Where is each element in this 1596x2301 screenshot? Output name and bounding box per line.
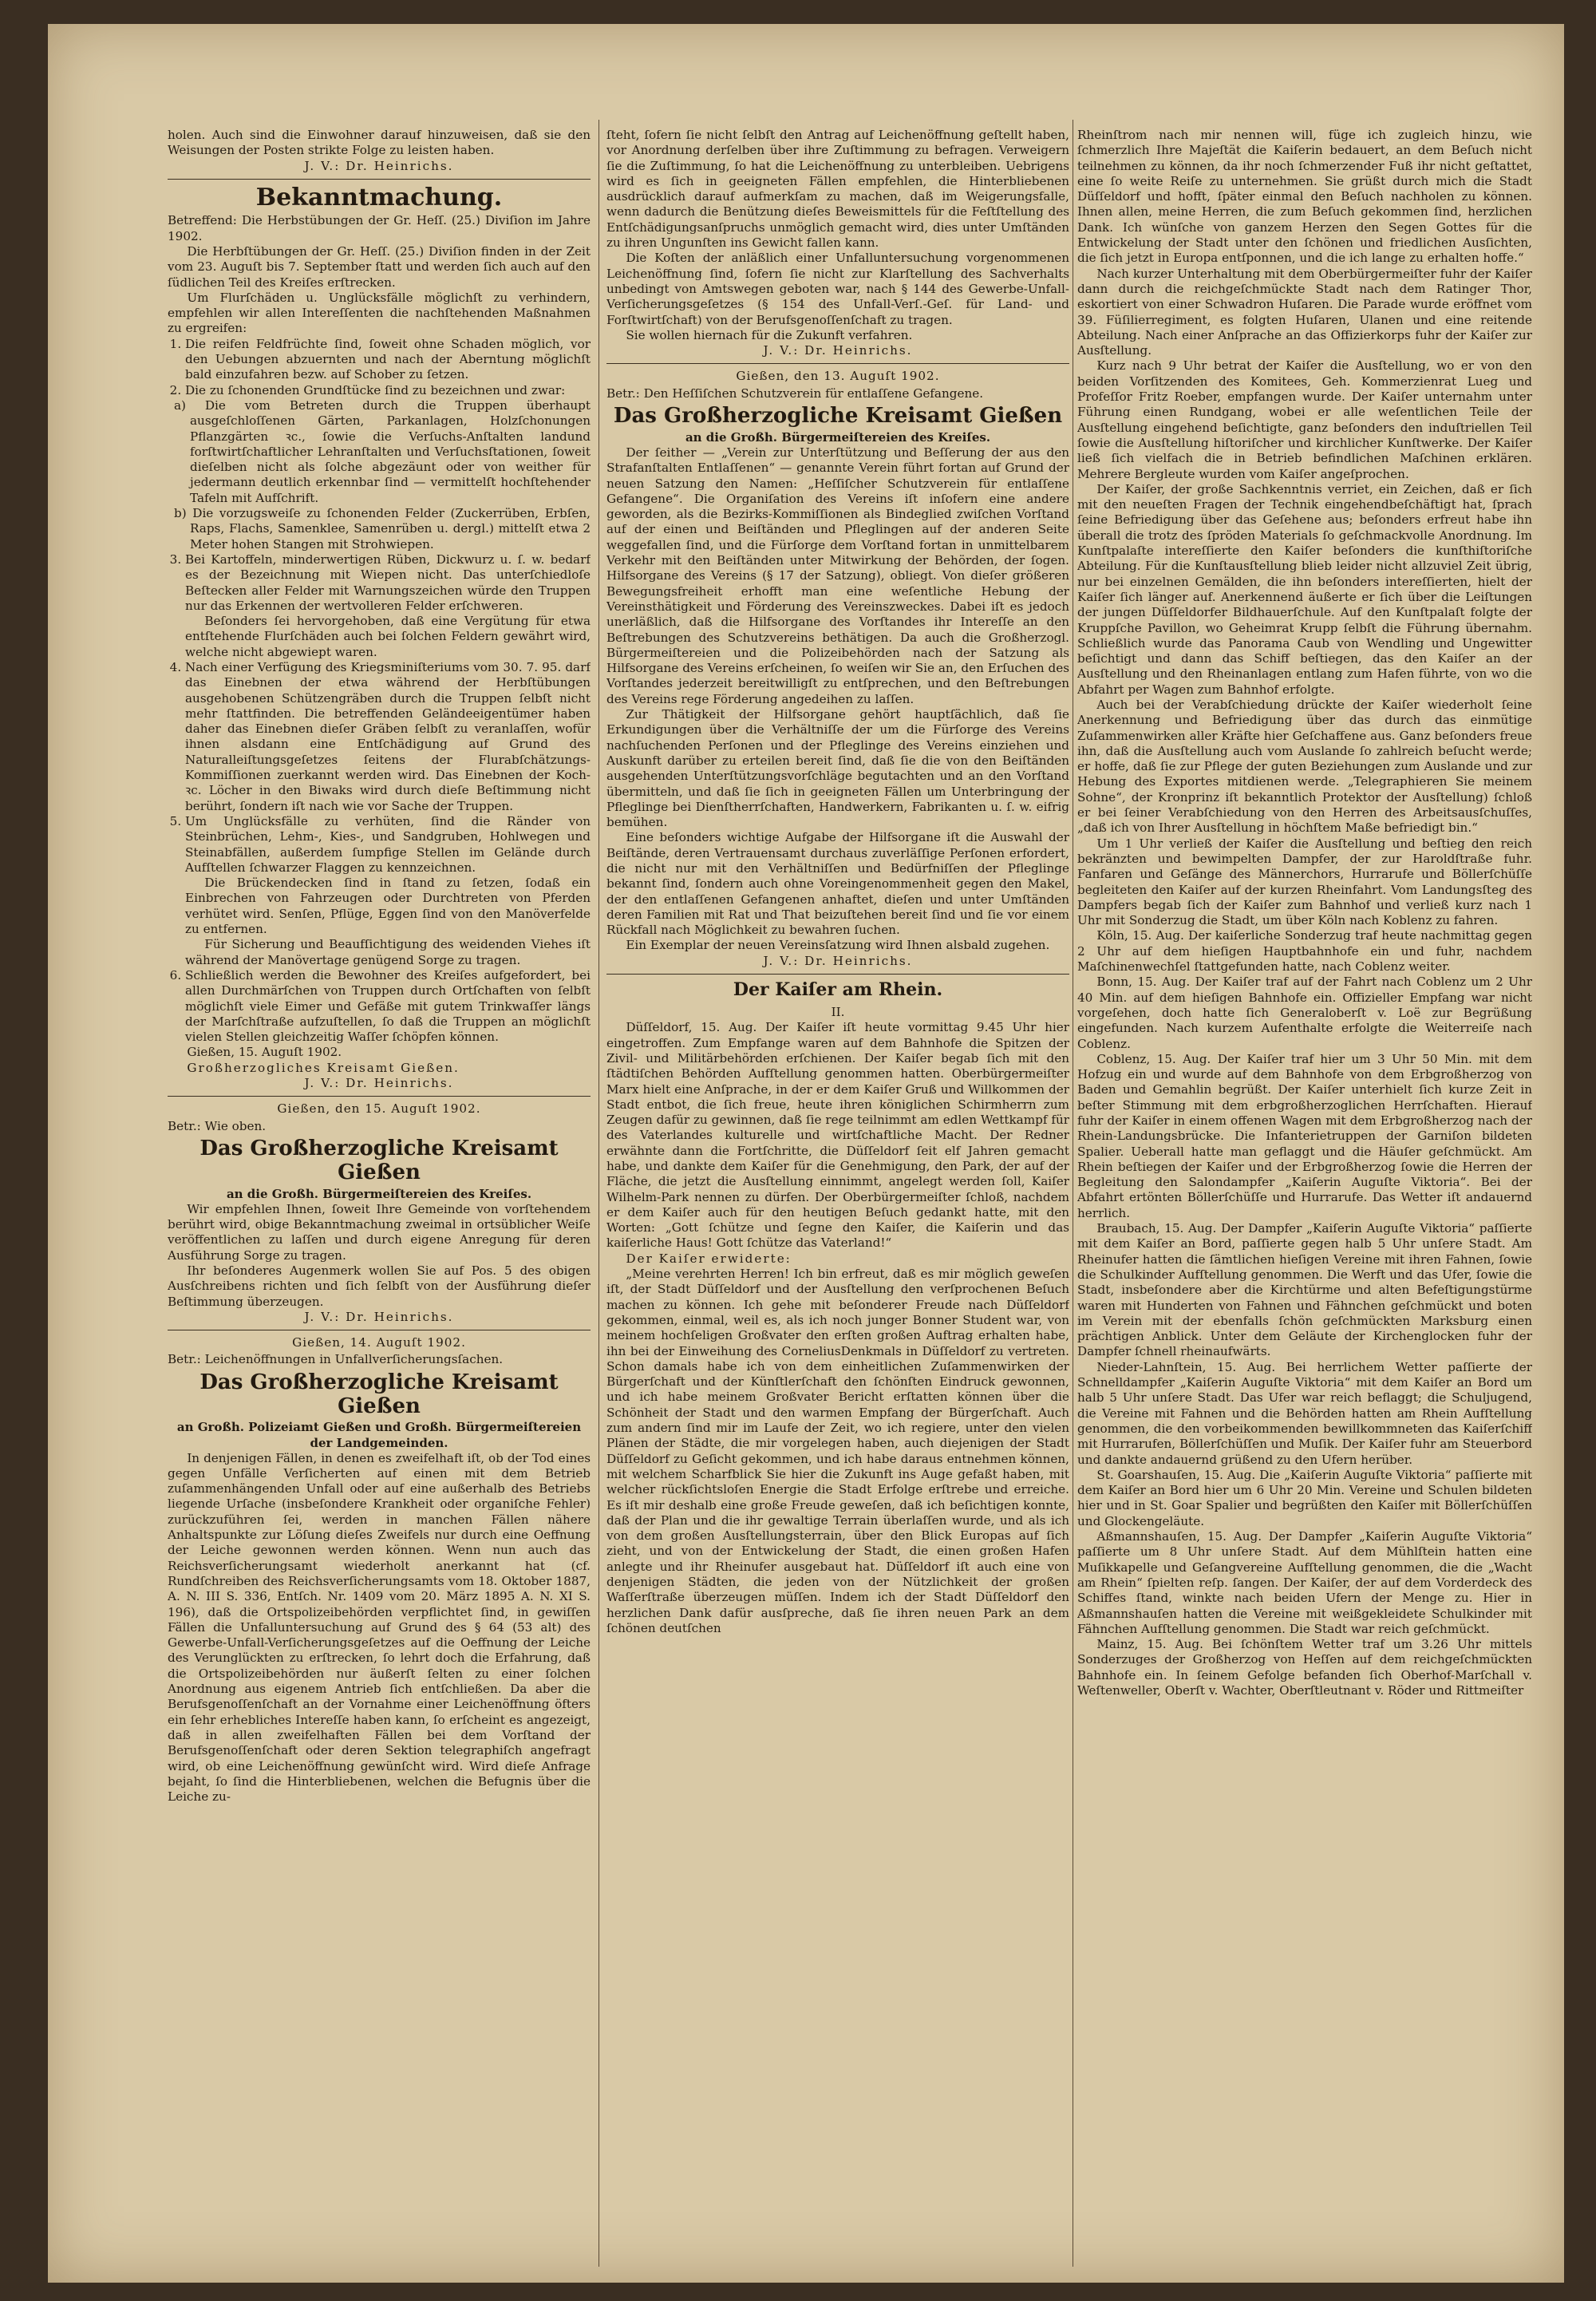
list-item: 4. Nach einer Verfügung des Kriegsminiſteriums vom 30. 7. 95. darf das Einebnen der etwa während der Herbſtübungen ausgehobenen Schützengräben durch die Truppen ſelbſt nicht mehr ſtattfinden. Die betreffenden Geländeeigentümer haben daher das Einebnen dieſer Gräben ſelbſt zu veranlaſſen, wofür ihnen alsdann eine Entſchädigung auf Grund des Naturalleiſtungsgeſetzes ſeitens der Flurabſchätzungs-Kommiſſionen zuerkannt werden wird. Das Einebnen der Koch- ꝛc. Löcher in den Biwaks wird durch dieſe Beſtimmung nicht berührt, ſondern iſt nach wie vor Sache der Truppen.	[185, 660, 591, 814]
signature: J. V.: Dr. Heinrichs.	[763, 953, 913, 968]
signature: J. V.: Dr. Heinrichs.	[304, 1076, 454, 1091]
paragraph: Der Kaiſer erwiderte:	[626, 1251, 792, 1266]
divider	[606, 363, 1069, 364]
paragraph: Um 1 Uhr verließ der Kaiſer die Ausſtellung und beſtieg den reich bekränzten und bewimpelten Dampfer, der zur Haroldſtraße fuhr. Fanfaren und Geſänge des Männerchors, Hurrarufe und Böllerſchüſſe begleiteten den Kaiſer auf der kurzen Rheinfahrt. Vom Landungsſteg des Dampfers begab ſich der Kaiſer zum Bahnhof und verließ kurz nach 1 Uhr mit Sonderzug die Stadt, um über Köln nach Koblenz zu fahren.	[1077, 836, 1532, 928]
paragraph: In denjenigen Fällen, in denen es zweifelhaft iſt, ob der Tod eines gegen Unfälle Verſicherten auf einen mit dem Betrieb zuſammenhängenden Unfall oder auf eine außerhalb des Betriebs liegende Urſache (insbeſondere Krankheit oder organiſche Fehler) zurückzuführen ſei, werden in manchen Fällen nähere Anhaltspunkte zur Löſung dieſes Zweifels nur durch eine Oeffnung der Leiche gewonnen werden können. Wenn nun auch das Reichsverſicherungsamt wiederholt anerkannt hat (cf. Rundſchreiben des Reichsverſicherungsamts vom 18. Oktober 1887, A. N. III S. 336, Entſch. Nr. 1409 vom 20. März 1895 A. N. XI S. 196), daß die Ortspolizeibehörden verpflichtet ſind, in gewiſſen Fällen die Unfalluntersuchung auf Grund des § 64 (53 alt) des Gewerbe-Unfall-Verſicherungsgeſetzes auf die Oeffnung der Leiche des Verunglückten zu erſtrecken, ſo lehrt doch die Erfahrung, daß die Ortspolizeibehörden nur äußerſt ſelten zu einer ſolchen Anordnung aus eigenem Antrieb ſich entſchließen. Da aber die Berufsgenoſſenſchaft an der Vornahme einer Leichenöffnung öfters ein ſehr erhebliches Intereſſe haben kann, ſo erſcheint es angezeigt, daß in allen zweifelhaften Fällen bei dem Vorſtand der Berufsgenoſſenſchaft oder deren Sektion telegraphiſch angefragt wird, ob eine Leichenöffnung gewünſcht wird. Wird dieſe Anfrage bejaht, ſo ſind die Hinterbliebenen, welchen die Befugnis über die Leiche zu-	[168, 1450, 591, 1805]
signature: J. V.: Dr. Heinrichs.	[763, 343, 913, 358]
paragraph: Nieder-Lahnſtein, 15. Aug. Bei herrlichem Wetter paſſierte der Schnelldampfer „Kaiſerin Auguſte Viktoria“ mit dem Kaiſer an Bord um halb 5 Uhr unſere Stadt. Das Ufer war reich beflaggt; die Schuljugend, die Vereine mit Fahnen und die Behörden hatten am Rhein Aufſtellung genommen, die den vorbeikommenden bewillkommneten das Kaiſerſchiff mit Hurrarufen, Böllerſchüſſen und Muſik. Der Kaiſer fuhr am Steuerbord und dankte andauernd grüßend zu den Ufern herüber.	[1077, 1359, 1532, 1467]
notice-addressee: an Großh. Polizeiamt Gießen und Großh. Bürgermeiſtereien der Landgemeinden.	[176, 1420, 582, 1450]
paragraph: Für Sicherung und Beaufſichtigung des weidenden Viehes iſt während der Manövertage genügend Sorge zu tragen.	[185, 937, 591, 967]
notice-subject: Betr.: Wie oben.	[168, 1118, 267, 1133]
paragraph: Die Koſten der anläßlich einer Unfalluntersuchung vorgenommenen Leichenöffnung ſind, ſofern ſie nicht zur Klarſtellung des Sachverhalts unbedingt von Amtswegen geboten war, nach § 144 des Gewerbe-Unfall-Verſicherungsgeſetzes (§ 154 des Unfall-Verſ.-Geſ. für Land- und Forſtwirtſchaft) von der Berufsgenoſſenſchaft zu tragen.	[606, 251, 1069, 327]
paragraph: St. Goarshauſen, 15. Aug. Die „Kaiſerin Auguſte Viktoria“ paſſierte mit dem Kaiſer an Bord hier um 6 Uhr 20 Min. Vereine und Schulen bildeten hier und in St. Goar Spalier und begrüßten den Kaiſer mit Böllerſchüſſen und Glockengeläute.	[1077, 1467, 1532, 1528]
paragraph: Braubach, 15. Aug. Der Dampfer „Kaiſerin Auguſte Viktoria“ paſſierte mit dem Kaiſer an Bord, paſſierte gegen halb 5 Uhr unſere Stadt. Am Rheinufer hatten die ſämtlichen hieſigen Vereine mit ihren Fahnen, ſowie die Schulkinder Aufſtellung genommen. Die Werft und das Ufer, ſowie die Stadt, insbeſondere aber die Kirchtürme und alten Befeſtigungstürme waren mit Hunderten von Fahnen und Fähnchen geſchmückt und boten im Verein mit der ebenfalls ſchön geſchmückten Marksburg einen prächtigen Anblick. Unter dem Geläute der Kirchenglocken fuhr der Dampfer ſchnell rheinaufwärts.	[1077, 1221, 1532, 1359]
paragraph: Ein Exemplar der neuen Vereinsſatzung wird Ihnen alsbald zugehen.	[626, 938, 1050, 953]
paragraph: Bonn, 15. Aug. Der Kaiſer traf auf der Fahrt nach Coblenz um 2 Uhr 40 Min. auf dem hieſigen Bahnhofe ein. Offizieller Empfang war nicht vorgeſehen, doch hatte ſich Generaloberſt v. Loë zur Begrüßung eingefunden. Nach kurzem Aufenthalte erfolgte die Weiterreiſe nach Coblenz.	[1077, 975, 1532, 1051]
paragraph: Aßmannshauſen, 15. Aug. Der Dampfer „Kaiſerin Auguſte Viktoria“ paſſierte um 8 Uhr unſere Stadt. Auf dem Mühlſtein hatten eine Muſikkapelle und Geſangvereine Aufſtellung genommen, die die „Wacht am Rhein“ ſpielten reſp. ſangen. Der Kaiſer, der auf dem Vorderdeck des Schiffes ſtand, winkte nach beiden Ufern der Menge zu. Hier in Aßmannshauſen hatten die Vereine mit weißgekleidete Schulkinder mit Fähnchen Aufſtellung genommen. Die Stadt war reich geſchmückt.	[1077, 1529, 1532, 1636]
paragraph: Zur Thätigkeit der Hilfsorgane gehört hauptſächlich, daß ſie Erkundigungen über die Verhältniſſe der um die Fürſorge des Vereins nachſuchenden Perſonen und der Pfleglinge des Vereins einziehen und Auskunft darüber zu erteilen bereit ſind, daß ſie die von den Beiſtänden ausgehenden Unterſtützungsvorſchläge begutachten und an den Vorſtand übermitteln, und daß ſie ſich in geeigneten Fällen um Unterbringung der Pfleglinge bei Dienſtherrſchaften, Handwerkern, Fabrikanten u. ſ. w. eifrig bemühen.	[606, 707, 1069, 830]
paragraph: Der ſeither — „Verein zur Unterſtützung und Beſſerung der aus den Strafanſtalten Entlaſſenen“ — genannte Verein führt fortan auf Grund der neuen Satzung den Namen: „Heſſiſcher Schutzverein für entlaſſene Gefangene“. Die Organiſation des Vereins iſt inſofern eine andere geworden, als die Bezirks-Kommiſſionen als Bindeglied zwiſchen Vorſtand auf der einen und Beiſtänden und Pfleglingen auf der anderen Seite weggefallen ſind, und die Fürſorge dem Vorſtand fortan in unmittelbarem Verkehr mit den Beiſtänden unter Mitwirkung der Behörden, der ſogen. Hilfsorgane des Vereins (§ 17 der Satzung), obliegt. Von dieſer größeren Bewegungsfreiheit erhofft man eine weſentliche Hebung der Vereinsthätigkeit und Förderung des Vereinszweckes. Dabei iſt es jedoch unerläßlich, daß die Hilfsorgane des Vorſtandes ihr Intereſſe an den Beſtrebungen des Schutzvereins bethätigen. Da auch die Großherzogl. Bürgermeiſtereien und die Polizeibehörden nach der Satzung als Hilfsorgane des Vereins erſcheinen, ſo weiſen wir Sie an, den Erſuchen des Vorſtandes jederzeit bereitwilligſt zu entſprechen, und den Beſtrebungen des Vereins rege Förderung angedeihen zu laſſen.	[606, 445, 1069, 706]
list-item: 6. Schließlich werden die Bewohner des Kreiſes aufgefordert, bei allen Durchmärſchen von Truppen durch Ortſchaften von ſelbſt möglichſt viele Eimer und Gefäße mit gutem Trinkwaſſer längs der Marſchſtraße aufzuſtellen, ſo daß die Truppen an möglichſt vielen Stellen gleichzeitig Waſſer ſchöpfen können.	[185, 968, 591, 1045]
notice-addressee: an die Großh. Bürgermeiſtereien des Kreiſes.	[685, 429, 991, 445]
paragraph: Mainz, 15. Aug. Bei ſchönſtem Wetter traf um 3.26 Uhr mittels Sonderzuges der Großherzog von Heſſen auf dem reichgeſchmückten Bahnhofe ein. In ſeinem Gefolge befanden ſich Oberhof-Marſchall v. Weſtenweller, Oberſt v. Wachter, Oberſtleutnant v. Röder und Rittmeiſter	[1077, 1637, 1532, 1698]
paragraph: Um Flurſchäden u. Unglücksfälle möglichſt zu verhindern, empfehlen wir allen Intereſſenten die nachſtehenden Maßnahmen zu ergreifen:	[168, 290, 591, 336]
list-item: 3. Bei Kartoffeln, minderwertigen Rüben, Dickwurz u. ſ. w. bedarf es der Bezeichnung mit Wiepen nicht. Das unterſchiedloſe Beſtecken aller Felder mit Warnungszeichen würde den Truppen nur das Erkennen der wertvolleren Felder erſchweren.	[185, 552, 591, 614]
notice-date: Gießen, den 15. Auguſt 1902.	[277, 1101, 481, 1117]
notice-addressee: an die Großh. Bürgermeiſtereien des Kreiſes.	[226, 1186, 532, 1201]
paragraph: Düſſeldorf, 15. Aug. Der Kaiſer iſt heute vormittag 9.45 Uhr hier eingetroffen. Zum Empfange waren auf dem Bahnhofe die Spitzen der Zivil- und Militärbehörden erſchienen. Der Kaiſer begab ſich mit den ſtädtiſchen Behörden Aufſtellung genommen hatten. Oberbürgermeiſter Marx hielt eine Anſprache, in der er dem Kaiſer Gruß und Willkommen der Stadt entbot, die ſich freue, heute ihren königlichen Schirmherrn zum Zeugen dafür zu gewinnen, daß ſie rege teilnimmt am edlen Wettkampf für des Vaterlandes kulturelle und wirtſchaftliche Macht. Der Redner erwähnte dann die Fortſchritte, die Düſſeldorf ſeit elf Jahren gemacht habe, und dankte dem Kaiſer für die Genehmigung, den Park, der auf der Fläche, die jetzt die Ausſtellung einnimmt, angelegt werden ſoll, Kaiſer Wilhelm-Park nennen zu dürfen. Der Oberbürgermeiſter ſchloß, nachdem er dem Kaiſer auch für den heutigen Beſuch gedankt hatte, mit den Worten: „Gott ſchütze und ſegne den Kaiſer, die Kaiſerin und das kaiſerliche Haus! Gott ſchütze das Vaterland!“	[606, 1020, 1069, 1251]
column-2	[606, 128, 1069, 2267]
list-item: 1. Die reifen Feldfrüchte ſind, ſoweit ohne Schaden möglich, vor den Uebungen abzuernten und nach der Aberntung möglichſt bald einzufahren bezw. auf Schober zu ſetzen.	[185, 337, 591, 383]
list-item: 2. Die zu ſchonenden Grundſtücke ſind zu bezeichnen und zwar:	[185, 383, 591, 398]
paragraph: Wir empfehlen Ihnen, ſoweit Ihre Gemeinde von vorſtehendem berührt wird, obige Bekanntmachung zweimal in ortsüblicher Weiſe veröffentlichen zu laſſen und durch eigene Anregung für deren Ausführung Sorge zu tragen.	[168, 1201, 591, 1263]
notice-subject: Betr.: Den Heſſiſchen Schutzverein für entlaſſene Gefangene.	[606, 385, 984, 401]
paragraph: Der Kaiſer, der große Sachkenntnis verriet, ein Zeichen, daß er ſich mit den neueſten Fragen der Technik eingehendbeſchäftigt hat, ſprach ſeine Befriedigung über das Geſehene aus; beſonders erfreut habe ihn überall die trotz des ſpröden Materials ſo geſchmackvolle Anordnung. Im Kunſtpalaſte intereſſierte den Kaiſer beſonders die kunſthiſtoriſche Abteilung. Für die Kunſtausſtellung blieb leider nicht allzuviel Zeit übrig, nur bei einzelnen Gemälden, die ihn beſonders intereſſierten, hielt der Kaiſer ſich länger auf. Anerkennend äußerte er ſich über die Leiſtungen der jungen Düſſeldorfer Bildhauerſchule. Auf den Kunſtpalaſt folgte der Kruppſche Pavillon, wo Geheimrat Krupp ſelbſt die Führung übernahm. Schließlich wurde das Panorama Caub von Wendling und Ungewitter beſichtigt und dann das Schiff beſtiegen, das den Kaiſer an der Ausſtellung und den Rheinanlagen entlang zum Hafen führte, von wo die Abfahrt per Wagen zum Bahnhof erfolgte.	[1077, 481, 1532, 697]
column-rule	[598, 120, 599, 2267]
column-1	[168, 128, 591, 2267]
notice-heading: Bekanntmachung.	[255, 183, 503, 212]
article-part-number: II.	[831, 1005, 845, 1020]
paragraph: Beſonders ſei hervorgehoben, daß eine Vergütung für etwa entſtehende Flurſchäden auch bei ſolchen Feldern gewährt wird, welche nicht abgewiept waren.	[185, 614, 591, 659]
paragraph: Eine beſonders wichtige Aufgabe der Hilfsorgane iſt die Auswahl der Beiſtände, deren Vertrauensamt durchaus zuverläſſige Perſonen erfordert, die nicht nur mit den Verhältniſſen und Bedürfniſſen der Pfleglinge bekannt ſind, ſondern auch ohne Voreingenommenheit gegen den Makel, der den entlaſſenen Gefangenen anhaftet, dieſen und unter Umſtänden deren Familien mit Rat und That beizuſtehen bereit ſind und ſie vor einem Rückfall nach Möglichkeit zu bewahren ſuchen.	[606, 830, 1069, 938]
newspaper-page	[48, 24, 1564, 2283]
paragraph: „Meine verehrten Herren! Ich bin erfreut, daß es mir möglich geweſen iſt, der Stadt Düſſeldorf und der Ausſtellung den verſprochenen Beſuch machen zu können. Ich gehe mit beſonderer Freude nach Düſſeldorf gekommen, einmal, weil es, als ich noch junger Bonner Student war, von meinem hochſeligen Großvater den erſten großen Auftrag erhalten habe, ihn bei der Einweihung des CorneliusDenkmals in Düſſeldorf zu vertreten. Schon damals habe ich von dem einheitlichen Zuſammenwirken der Bürgerſchaft und der Künſtlerſchaft den ſchönſten Eindruck gewonnen, und ich habe meinem Großvater Bericht erſtatten können über die Schönheit der Stadt und den warmen Empfang der Bürgerſchaft. Auch zum andern ſind mir im Laufe der Zeit, wo ich regiere, unter den vielen Plänen der Städte, die mir vorgelegen haben, auch diejenigen der Stadt Düſſeldorf zu Geſicht gekommen, und ich habe daraus entnehmen können, mit welchem Scharfblick Sie hier die Zukunft ins Auge gefaßt haben, mit welcher rückſichtsloſen Energie die Stadt Erfolge erſtrebe und erreiche. Es iſt mir deshalb eine große Freude geweſen, daß ich beſichtigen konnte, daß der Plan und die ihr gewaltige Terrain überlaſſen wurde, und als ich von dem großen Ausſtellungsterrain, über den Blick Europas auf ſich zieht, und von der Entwickelung der Stadt, die einen großen Hafen anlegte und ihr Rheinufer ausgebaut hat. Düſſeldorf iſt auch eine von denjenigen Städten, die jeden von der Nützlichkeit der großen Waſſerſtraße überzeugen müſſen. Indem ich der Stadt Düſſeldorf den herzlichen Dank dafür ausſpreche, daß ſie ihren neuen Park an dem ſchönen deutſchen	[606, 1267, 1069, 1635]
measures-list	[168, 337, 591, 398]
notice-date: Gießen, 15. Auguſt 1902.	[187, 1045, 342, 1060]
notice-subject: Betr.: Leichenöffnungen in Unfallverſicherungsſachen.	[168, 1352, 504, 1367]
sub-item-b: b) Die vorzugsweiſe zu ſchonenden Felder (Zuckerrüben, Erbſen, Raps, Flachs, Samenklee, Samenrüben u. dergl.) mittelſt etwa 2 Meter hohen Stangen mit Strohwiepen.	[174, 506, 591, 552]
sub-item-a: a) Die vom Betreten durch die Truppen überhaupt ausgeſchloſſenen Gärten, Parkanlagen, Holzſchonungen Pflanzgärten ꝛc., ſowie die Verſuchs-Anſtalten landund forſtwirtſchaftlicher Lehranſtalten und Verſuchsſtationen, ſoweit dieſelben nicht als ſolche abgezäunt oder von weither für jedermann deutlich erkennbar ſind — vermittelſt hochſtehender Tafeln mit Aufſchrift.	[174, 397, 591, 505]
notice-date: Gießen, 14. Auguſt 1902.	[292, 1335, 466, 1350]
divider	[606, 974, 1069, 975]
notice-heading: Das Großherzogliche Kreisamt Gießen	[200, 1136, 559, 1184]
notice-heading: Das Großherzogliche Kreisamt Gießen	[613, 404, 1063, 429]
paragraph: Die Herbſtübungen der Gr. Heſſ. (25.) Diviſion finden in der Zeit vom 23. Auguſt bis 7. September ſtatt und werden ſich auch auf den ſüdlichen Teil des Kreiſes erſtrecken.	[168, 243, 591, 290]
paragraph: Coblenz, 15. Aug. Der Kaiſer traf hier um 3 Uhr 50 Min. mit dem Hofzug ein und wurde auf dem Bahnhofe von dem Erbgroßherzog von Baden und Gemahlin begrüßt. Der Kaiſer unterhielt ſich kurze Zeit in beſter Stimmung mit dem erbgroßherzoglichen Herrſchaften. Hierauf fuhr der Kaiſer in einem offenen Wagen mit dem Erbgroßherzog nach der Rhein-Landungsbrücke. Die Infanterietruppen der Garniſon bildeten Spalier. Ueberall hatte man geflaggt und die Häuſer geſchmückt. Am Rhein beſtiegen der Kaiſer und der Erbgroßherzog ſowie die Herren der Begleitung den Salondampfer „Kaiſerin Auguſte Viktoria“. Bei der Abfahrt ertönten Böllerſchüſſe und Hurrarufe. Das Wetter iſt andauernd herrlich.	[1077, 1051, 1532, 1220]
list-item: 5. Um Unglücksfälle zu verhüten, ſind die Ränder von Steinbrüchen, Lehm-, Kies-, und Sandgruben, Hohlwegen und Steinabfällen, außerdem ſumpfige Stellen im Gelände durch Aufſtellen ſchwarzer Flaggen zu kennzeichnen.	[185, 814, 591, 876]
paragraph: Ihr beſonderes Augenmerk wollen Sie auf Pos. 5 des obigen Ausſchreibens richten und ſich ſelbſt von der Ausführung dieſer Beſtimmung überzeugen.	[168, 1263, 591, 1309]
divider	[168, 1096, 591, 1097]
paragraph: Die Brückendecken ſind in ſtand zu ſetzen, ſodaß ein Einbrechen von Fahrzeugen oder Durchtreten von Pferden verhütet wird. Senſen, Pflüge, Eggen ſind von den Manöverfelde zu entfernen.	[185, 876, 591, 937]
paragraph: ſteht, ſofern ſie nicht ſelbſt den Antrag auf Leichenöffnung geſtellt haben, vor Anordnung derſelben über ihre Zuſtimmung zu befragen. Verweigern ſie die Zuſtimmung, ſo hat die Leichenöffnung zu unterbleiben. Uebrigens wird es ſich in geeigneten Fällen empfehlen, die Hinterbliebenen ausdrücklich darauf aufmerkſam zu machen, daß im Weigerungsfalle, wenn dadurch die Benützung dieſes Beweismittels für die Feſtſtellung des Entſchädigungsanſpruchs unmöglich gemacht wird, dies unter Umſtänden zu ihren Ungunſten ins Gewicht fallen kann.	[606, 128, 1069, 251]
notice-org: Großherzogliches Kreisamt Gießen.	[187, 1060, 460, 1075]
notice-date: Gießen, den 13. Auguſt 1902.	[736, 369, 940, 384]
notice-heading: Das Großherzogliche Kreisamt Gießen	[200, 1370, 559, 1418]
top-text: holen. Auch sind die Einwohner darauf hinzuweisen, daß sie den Weisungen der Posten strikte Folge zu leisten haben.	[168, 128, 591, 158]
paragraph: Nach kurzer Unterhaltung mit dem Oberbürgermeiſter fuhr der Kaiſer dann durch die reichgeſchmückte Stadt nach dem Ratinger Thor, eskortiert von einer Schwadron Huſaren. Die Parade wurde eröffnet vom 39. Füſilierregiment, es folgten Huſaren, Ulanen und eine reitende Abteilung. Nach einer Anſprache an das Offizierkorps fuhr der Kaiſer zur Ausſtellung.	[1077, 266, 1532, 358]
signature: J. V.: Dr. Heinrichs.	[304, 1309, 454, 1324]
divider	[168, 179, 591, 180]
paragraph: Kurz nach 9 Uhr betrat der Kaiſer die Ausſtellung, wo er von den beiden Vorſitzenden des Komitees, Geh. Kommerzienrat Lueg und Profeſſor Fritz Roeber, empfangen wurde. Der Kaiſer unternahm unter Führung einen Rundgang, wobei er alle weſentlichen Teile der Ausſtellung eingehend beſichtigte, ganz beſonders den induſtriellen Teil ſowie die Ausſtellung hiſtoriſcher und kirchlicher Kunſtwerke. Der Kaiſer ließ ſich vielfach die in Betrieb befindlichen Maſchinen erklären. Mehrere Bergleute wurden vom Kaiſer angeſprochen.	[1077, 358, 1532, 481]
paragraph: Auch bei der Verabſchiedung drückte der Kaiſer wiederholt ſeine Anerkennung und Befriedigung über das durch das einmütige Zuſammenwirken aller Kräfte hier Geſchaffene aus. Ganz beſonders freue ihn, daß die Ausſtellung auch vom Auslande ſo zahlreich beſucht werde; er hoffe, daß ſie zur Pflege der guten Beziehungen zum Auslande und zur Hebung des Exportes mitdienen werde. „Telegraphieren Sie meinem Sohne“, der Kronprinz iſt bekanntlich Protektor der Ausſtellung) ſchloß er bei ſeiner Verabſchiedung von den Herren des Arbeitsausſchuſſes, „daß ich von Ihrer Ausſtellung in höchſtem Maße befriedigt bin.“	[1077, 697, 1532, 836]
measures-list-continued	[168, 552, 591, 1046]
article-heading: Der Kaiſer am Rhein.	[733, 979, 943, 1001]
signature: J. V.: Dr. Heinrichs.	[304, 158, 454, 173]
notice-subject: Betreffend: Die Herbstübungen der Gr. Heſſ. (25.) Diviſion im Jahre 1902.	[168, 213, 591, 243]
paragraph: Sie wollen hiernach für die Zukunft verfahren.	[626, 327, 913, 342]
paragraph: Rheinſtrom nach mir nennen will, füge ich zugleich hinzu, wie ſchmerzlich Ihre Majeſtät die Kaiſerin bedauert, an dem Beſuch nicht teilnehmen zu können, da ihr noch ſchmerzender Fuß ihr nicht geſtattet, eine ſo weite Reiſe zu unternehmen. Sie grüßt durch mich die Stadt Düſſeldorf und hofft, ſpäter einmal den Beſuch nachholen zu können. Ihnen allen, meine Herren, die zum Beſuch gekommen ſind, herzlichen Dank. Ich wünſche von ganzem Herzen den Segen Gottes für die Entwickelung der Stadt unter den ſchönen und friedlichen Ausſichten, die ſich jetzt in Europa entſponnen, und die ich lange zu erhalten hoffe.“	[1077, 128, 1532, 266]
paragraph: Köln, 15. Aug. Der kaiſerliche Sonderzug traf heute nachmittag gegen 2 Uhr auf dem hieſigen Hauptbahnhofe ein und fuhr, nachdem Maſchinenwechſel ſtattgefunden hatte, nach Coblenz weiter.	[1077, 928, 1532, 975]
column-3	[1077, 128, 1532, 2267]
